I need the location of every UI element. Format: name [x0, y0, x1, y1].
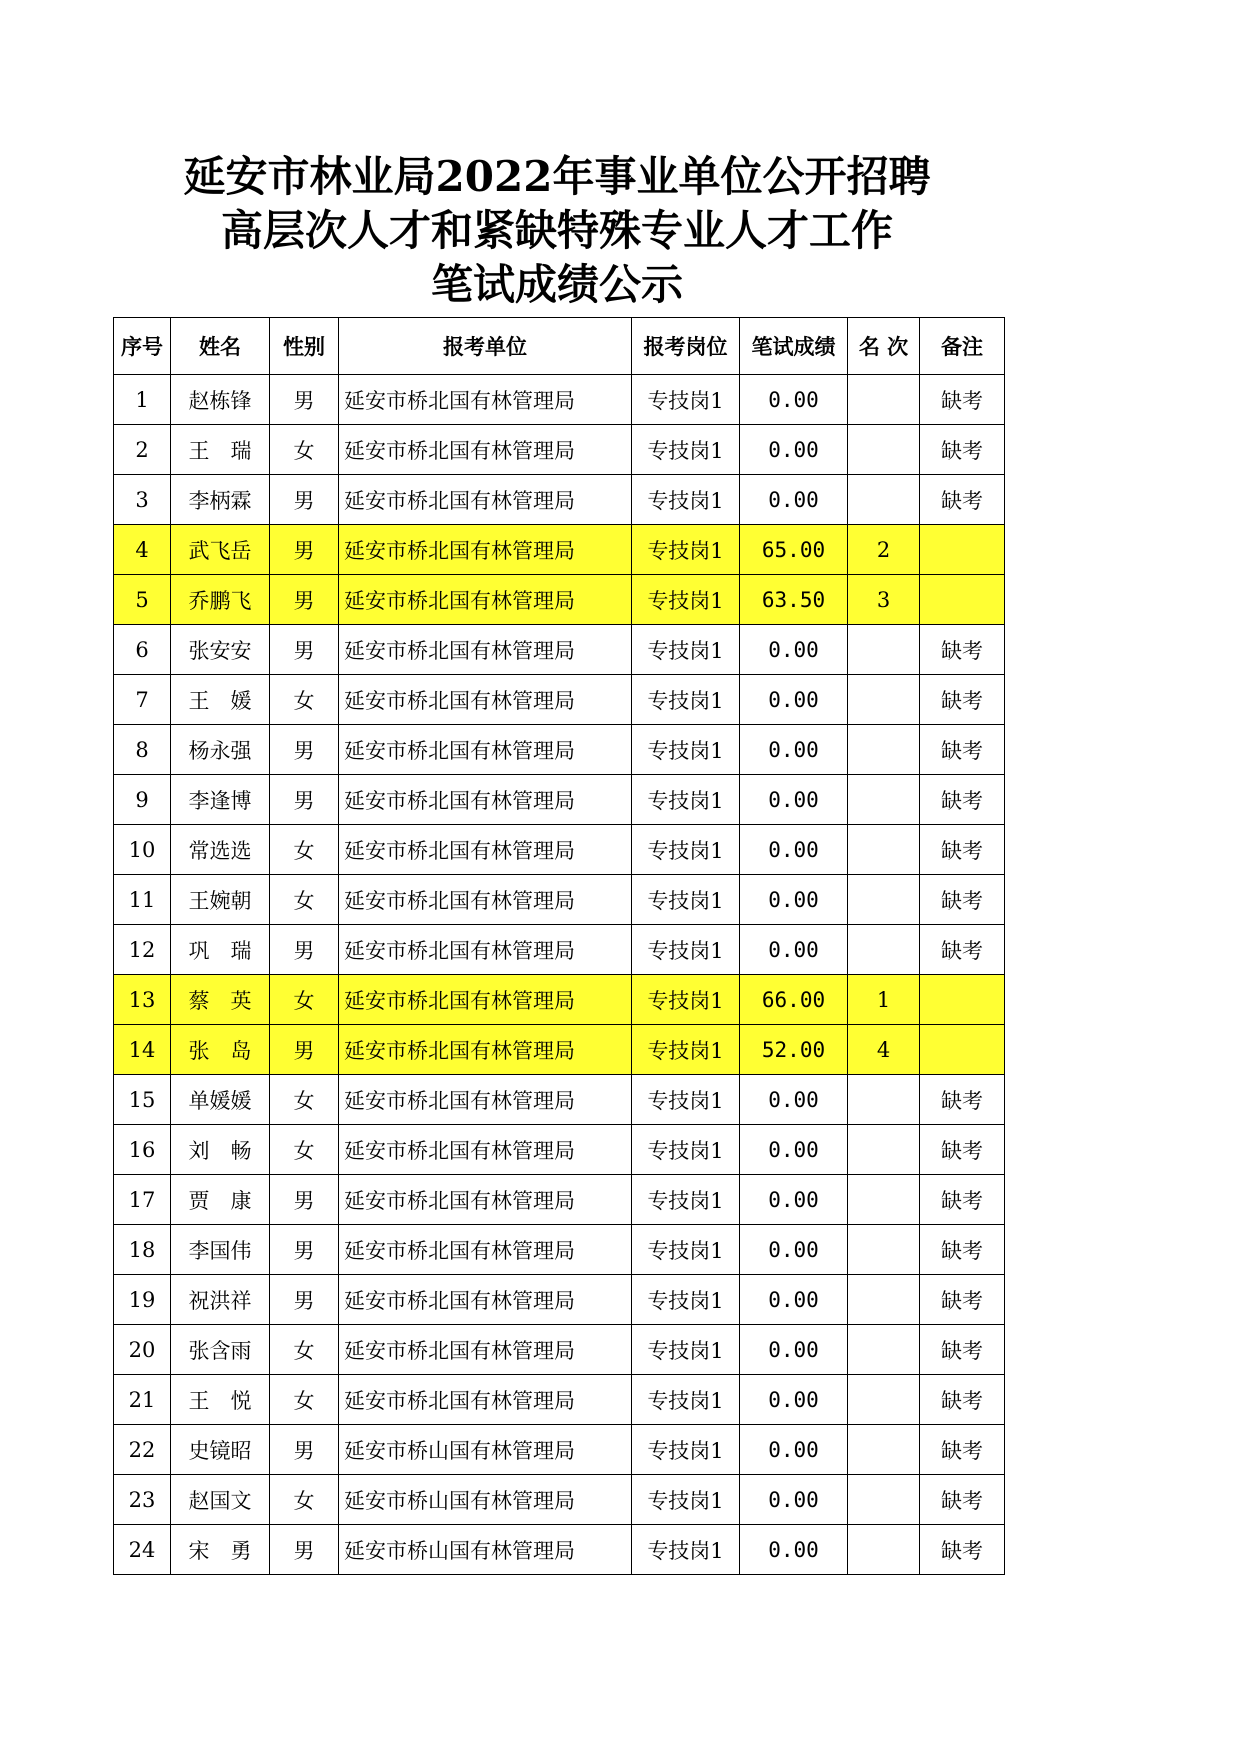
cell-gender: 男	[270, 1525, 339, 1575]
table-row	[114, 975, 1005, 1025]
table-row	[114, 525, 1005, 575]
table-row	[114, 425, 1005, 475]
cell-name: 李柄霖	[171, 475, 270, 525]
cell-seq: 14	[114, 1025, 171, 1075]
cell-gender: 女	[270, 1125, 339, 1175]
cell-gender: 男	[270, 1425, 339, 1475]
cell-unit: 延安市桥北国有林管理局	[339, 525, 632, 575]
cell-post: 专技岗1	[632, 425, 740, 475]
cell-post: 专技岗1	[632, 375, 740, 425]
header-note: 备注	[920, 318, 1005, 375]
table-row	[114, 875, 1005, 925]
cell-score: 0.00	[740, 1175, 848, 1225]
cell-seq: 15	[114, 1075, 171, 1125]
table-row	[114, 375, 1005, 425]
cell-gender: 男	[270, 1275, 339, 1325]
table-row	[114, 725, 1005, 775]
title-line-1: 延安市林业局2022年事业单位公开招聘	[183, 152, 931, 201]
cell-unit: 延安市桥北国有林管理局	[339, 975, 632, 1025]
cell-gender: 男	[270, 1175, 339, 1225]
table-row	[114, 1125, 1005, 1175]
cell-note	[920, 1025, 1005, 1075]
cell-post: 专技岗1	[632, 875, 740, 925]
cell-name: 张含雨	[171, 1325, 270, 1375]
cell-post: 专技岗1	[632, 1225, 740, 1275]
cell-post: 专技岗1	[632, 825, 740, 875]
cell-note: 缺考	[920, 375, 1005, 425]
cell-score: 0.00	[740, 775, 848, 825]
cell-score: 0.00	[740, 1075, 848, 1125]
cell-score: 0.00	[740, 375, 848, 425]
cell-name: 祝洪祥	[171, 1275, 270, 1325]
cell-seq: 1	[114, 375, 171, 425]
header-rank: 名 次	[848, 318, 920, 375]
cell-score: 0.00	[740, 875, 848, 925]
cell-note: 缺考	[920, 875, 1005, 925]
cell-gender: 男	[270, 925, 339, 975]
header-seq: 序号	[114, 318, 171, 375]
header-row	[114, 318, 1005, 375]
cell-score: 0.00	[740, 475, 848, 525]
cell-seq: 23	[114, 1475, 171, 1525]
cell-score: 65.00	[740, 525, 848, 575]
cell-rank	[848, 1525, 920, 1575]
cell-gender: 男	[270, 575, 339, 625]
cell-post: 专技岗1	[632, 1175, 740, 1225]
cell-note: 缺考	[920, 1425, 1005, 1475]
cell-score: 0.00	[740, 1275, 848, 1325]
cell-name: 宋 勇	[171, 1525, 270, 1575]
cell-seq: 19	[114, 1275, 171, 1325]
cell-score: 0.00	[740, 425, 848, 475]
table-row	[114, 1425, 1005, 1475]
table-row	[114, 1325, 1005, 1375]
header-post: 报考岗位	[632, 318, 740, 375]
table-row	[114, 575, 1005, 625]
cell-note: 缺考	[920, 925, 1005, 975]
cell-post: 专技岗1	[632, 575, 740, 625]
cell-rank	[848, 825, 920, 875]
title-line-3: 笔试成绩公示	[430, 260, 683, 309]
cell-post: 专技岗1	[632, 475, 740, 525]
cell-name: 巩 瑞	[171, 925, 270, 975]
cell-unit: 延安市桥北国有林管理局	[339, 1075, 632, 1125]
cell-seq: 3	[114, 475, 171, 525]
cell-unit: 延安市桥北国有林管理局	[339, 875, 632, 925]
cell-gender: 女	[270, 1075, 339, 1125]
cell-name: 赵国文	[171, 1475, 270, 1525]
cell-name: 杨永强	[171, 725, 270, 775]
cell-unit: 延安市桥山国有林管理局	[339, 1475, 632, 1525]
cell-post: 专技岗1	[632, 675, 740, 725]
document-title	[0, 150, 1114, 312]
table-row	[114, 775, 1005, 825]
cell-seq: 22	[114, 1425, 171, 1475]
cell-seq: 6	[114, 625, 171, 675]
cell-post: 专技岗1	[632, 775, 740, 825]
cell-name: 李逢博	[171, 775, 270, 825]
cell-seq: 18	[114, 1225, 171, 1275]
cell-score: 63.50	[740, 575, 848, 625]
cell-gender: 男	[270, 725, 339, 775]
cell-name: 张安安	[171, 625, 270, 675]
cell-note: 缺考	[920, 425, 1005, 475]
cell-note	[920, 975, 1005, 1025]
cell-unit: 延安市桥北国有林管理局	[339, 1325, 632, 1375]
cell-unit: 延安市桥北国有林管理局	[339, 625, 632, 675]
cell-note: 缺考	[920, 1175, 1005, 1225]
cell-score: 0.00	[740, 1225, 848, 1275]
cell-seq: 16	[114, 1125, 171, 1175]
cell-name: 王 瑞	[171, 425, 270, 475]
cell-post: 专技岗1	[632, 625, 740, 675]
cell-name: 赵栋锋	[171, 375, 270, 425]
cell-note: 缺考	[920, 1375, 1005, 1425]
header-name: 姓名	[171, 318, 270, 375]
cell-gender: 女	[270, 1325, 339, 1375]
cell-seq: 20	[114, 1325, 171, 1375]
cell-post: 专技岗1	[632, 1075, 740, 1125]
table-row	[114, 1225, 1005, 1275]
cell-score: 0.00	[740, 625, 848, 675]
cell-post: 专技岗1	[632, 1025, 740, 1075]
cell-unit: 延安市桥山国有林管理局	[339, 1425, 632, 1475]
cell-name: 张 岛	[171, 1025, 270, 1075]
cell-score: 0.00	[740, 1375, 848, 1425]
cell-unit: 延安市桥北国有林管理局	[339, 1175, 632, 1225]
cell-rank	[848, 725, 920, 775]
cell-name: 史镜昭	[171, 1425, 270, 1475]
cell-gender: 男	[270, 375, 339, 425]
cell-unit: 延安市桥山国有林管理局	[339, 1525, 632, 1575]
cell-unit: 延安市桥北国有林管理局	[339, 475, 632, 525]
table-row	[114, 475, 1005, 525]
cell-seq: 5	[114, 575, 171, 625]
cell-post: 专技岗1	[632, 725, 740, 775]
cell-seq: 4	[114, 525, 171, 575]
cell-gender: 女	[270, 675, 339, 725]
cell-post: 专技岗1	[632, 1475, 740, 1525]
cell-seq: 13	[114, 975, 171, 1025]
cell-rank	[848, 675, 920, 725]
cell-rank	[848, 425, 920, 475]
cell-seq: 17	[114, 1175, 171, 1225]
table-row	[114, 1075, 1005, 1125]
cell-gender: 男	[270, 1225, 339, 1275]
cell-rank	[848, 1425, 920, 1475]
cell-name: 王婉朝	[171, 875, 270, 925]
cell-score: 0.00	[740, 1325, 848, 1375]
cell-score: 0.00	[740, 1475, 848, 1525]
cell-rank	[848, 1225, 920, 1275]
cell-rank	[848, 1075, 920, 1125]
cell-note: 缺考	[920, 1475, 1005, 1525]
table-row	[114, 1275, 1005, 1325]
cell-unit: 延安市桥北国有林管理局	[339, 1275, 632, 1325]
cell-note: 缺考	[920, 1525, 1005, 1575]
cell-seq: 8	[114, 725, 171, 775]
header-score: 笔试成绩	[740, 318, 848, 375]
cell-gender: 男	[270, 775, 339, 825]
cell-note: 缺考	[920, 475, 1005, 525]
cell-rank	[848, 875, 920, 925]
cell-score: 0.00	[740, 1525, 848, 1575]
cell-name: 常选选	[171, 825, 270, 875]
cell-rank	[848, 475, 920, 525]
cell-name: 王 媛	[171, 675, 270, 725]
cell-unit: 延安市桥北国有林管理局	[339, 725, 632, 775]
cell-rank: 4	[848, 1025, 920, 1075]
cell-score: 66.00	[740, 975, 848, 1025]
cell-gender: 男	[270, 625, 339, 675]
cell-seq: 2	[114, 425, 171, 475]
cell-name: 刘 畅	[171, 1125, 270, 1175]
cell-rank	[848, 1325, 920, 1375]
cell-seq: 10	[114, 825, 171, 875]
cell-name: 武飞岳	[171, 525, 270, 575]
cell-name: 李国伟	[171, 1225, 270, 1275]
cell-seq: 11	[114, 875, 171, 925]
cell-gender: 男	[270, 1025, 339, 1075]
cell-post: 专技岗1	[632, 925, 740, 975]
cell-unit: 延安市桥北国有林管理局	[339, 425, 632, 475]
cell-unit: 延安市桥北国有林管理局	[339, 1125, 632, 1175]
cell-post: 专技岗1	[632, 1275, 740, 1325]
cell-note: 缺考	[920, 675, 1005, 725]
table-row	[114, 1525, 1005, 1575]
cell-post: 专技岗1	[632, 1125, 740, 1175]
cell-gender: 男	[270, 475, 339, 525]
cell-name: 蔡 英	[171, 975, 270, 1025]
cell-rank	[848, 1475, 920, 1525]
cell-post: 专技岗1	[632, 975, 740, 1025]
cell-rank: 1	[848, 975, 920, 1025]
cell-note: 缺考	[920, 1225, 1005, 1275]
cell-post: 专技岗1	[632, 1325, 740, 1375]
cell-gender: 女	[270, 425, 339, 475]
cell-score: 0.00	[740, 825, 848, 875]
cell-rank	[848, 925, 920, 975]
title-line-2: 高层次人才和紧缺特殊专业人才工作	[220, 206, 893, 255]
cell-post: 专技岗1	[632, 525, 740, 575]
table-row	[114, 1375, 1005, 1425]
cell-rank	[848, 1125, 920, 1175]
cell-unit: 延安市桥北国有林管理局	[339, 675, 632, 725]
cell-seq: 21	[114, 1375, 171, 1425]
table-row	[114, 1175, 1005, 1225]
table-row	[114, 825, 1005, 875]
cell-rank: 3	[848, 575, 920, 625]
cell-name: 贾 康	[171, 1175, 270, 1225]
cell-note	[920, 575, 1005, 625]
cell-rank	[848, 1275, 920, 1325]
cell-note: 缺考	[920, 775, 1005, 825]
score-table	[113, 317, 1005, 1575]
table-row	[114, 675, 1005, 725]
cell-gender: 女	[270, 1475, 339, 1525]
cell-rank	[848, 1375, 920, 1425]
cell-post: 专技岗1	[632, 1375, 740, 1425]
cell-post: 专技岗1	[632, 1525, 740, 1575]
cell-seq: 24	[114, 1525, 171, 1575]
cell-unit: 延安市桥北国有林管理局	[339, 775, 632, 825]
cell-post: 专技岗1	[632, 1425, 740, 1475]
cell-unit: 延安市桥北国有林管理局	[339, 1225, 632, 1275]
cell-seq: 7	[114, 675, 171, 725]
cell-seq: 9	[114, 775, 171, 825]
cell-note	[920, 525, 1005, 575]
table-row	[114, 1475, 1005, 1525]
cell-score: 0.00	[740, 1125, 848, 1175]
cell-note: 缺考	[920, 1275, 1005, 1325]
cell-gender: 女	[270, 975, 339, 1025]
cell-score: 0.00	[740, 675, 848, 725]
cell-note: 缺考	[920, 725, 1005, 775]
cell-rank	[848, 1175, 920, 1225]
cell-score: 0.00	[740, 925, 848, 975]
cell-rank	[848, 625, 920, 675]
cell-note: 缺考	[920, 825, 1005, 875]
cell-unit: 延安市桥北国有林管理局	[339, 575, 632, 625]
cell-score: 0.00	[740, 725, 848, 775]
cell-score: 52.00	[740, 1025, 848, 1075]
cell-gender: 男	[270, 525, 339, 575]
cell-note: 缺考	[920, 625, 1005, 675]
cell-note: 缺考	[920, 1075, 1005, 1125]
cell-gender: 女	[270, 875, 339, 925]
cell-unit: 延安市桥北国有林管理局	[339, 375, 632, 425]
cell-note: 缺考	[920, 1125, 1005, 1175]
cell-rank: 2	[848, 525, 920, 575]
table-row	[114, 1025, 1005, 1075]
header-gender: 性别	[270, 318, 339, 375]
cell-seq: 12	[114, 925, 171, 975]
cell-rank	[848, 775, 920, 825]
table-row	[114, 625, 1005, 675]
cell-note: 缺考	[920, 1325, 1005, 1375]
cell-name: 单媛媛	[171, 1075, 270, 1125]
table-row	[114, 925, 1005, 975]
cell-score: 0.00	[740, 1425, 848, 1475]
cell-name: 乔鹏飞	[171, 575, 270, 625]
cell-unit: 延安市桥北国有林管理局	[339, 925, 632, 975]
cell-gender: 女	[270, 1375, 339, 1425]
table-body	[114, 375, 1005, 1575]
cell-rank	[848, 375, 920, 425]
cell-unit: 延安市桥北国有林管理局	[339, 825, 632, 875]
cell-name: 王 悦	[171, 1375, 270, 1425]
cell-unit: 延安市桥北国有林管理局	[339, 1375, 632, 1425]
header-unit: 报考单位	[339, 318, 632, 375]
cell-gender: 女	[270, 825, 339, 875]
cell-unit: 延安市桥北国有林管理局	[339, 1025, 632, 1075]
